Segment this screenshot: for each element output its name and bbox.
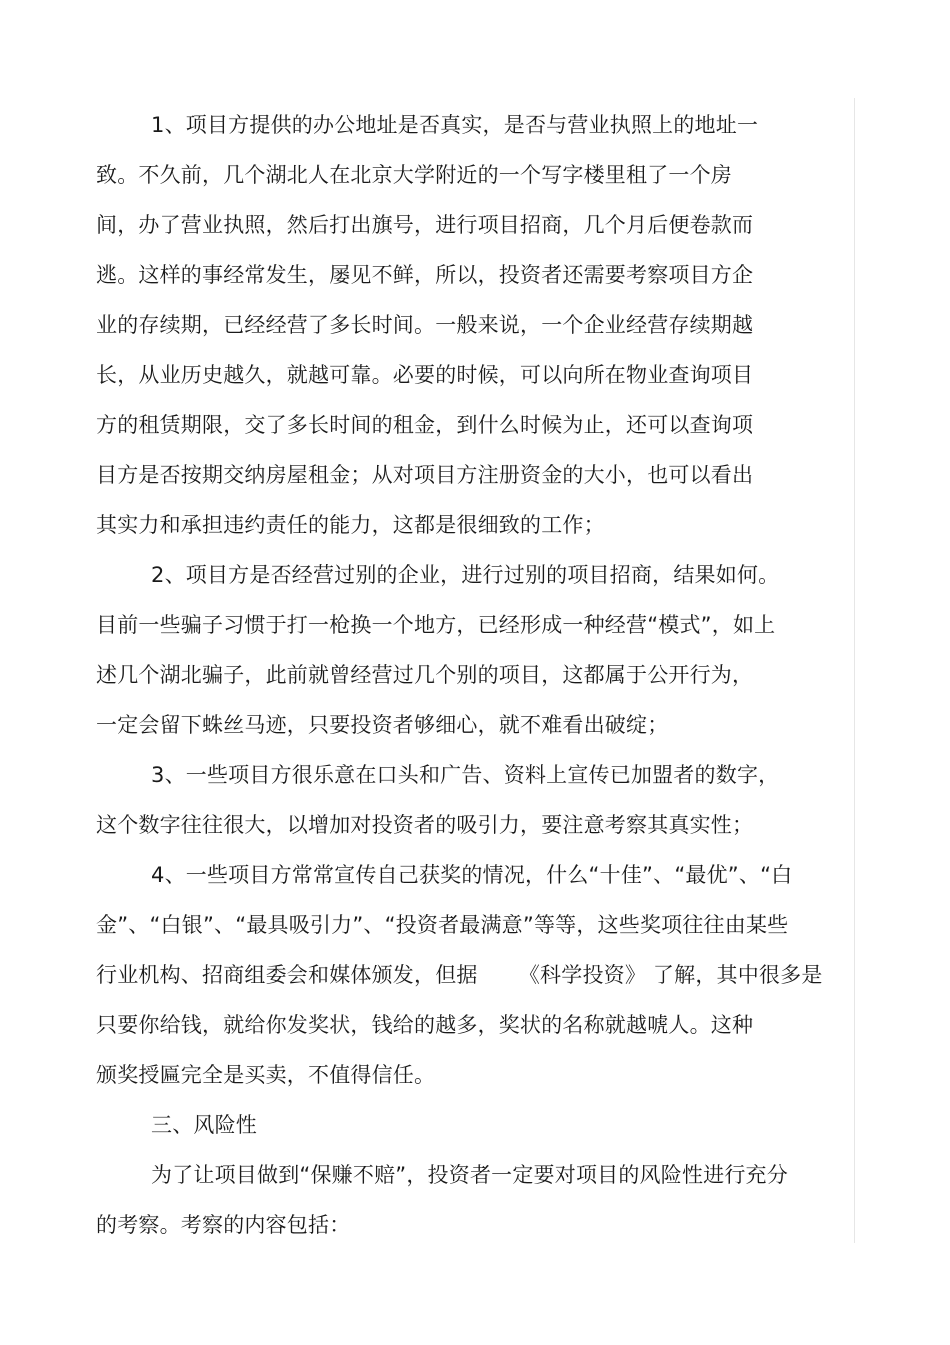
text-line: 行业机构、招商组委会和媒体颁发，但据 《科学投资》 了解，其中很多是: [96, 963, 823, 987]
text-line: 逃。这样的事经常发生，屡见不鲜，所以，投资者还需要考察项目方企: [96, 263, 754, 287]
text-line: 其实力和承担违约责任的能力，这都是很细致的工作；: [96, 513, 605, 537]
text-line: 目方是否按期交纳房屋租金；从对项目方注册资金的大小，也可以看出: [96, 463, 754, 487]
text-line: 为了让项目做到“保赚不赔”，投资者一定要对项目的风险性进行充分: [96, 1163, 788, 1187]
text-line: 致。不久前，几个湖北人在北京大学附近的一个写字楼里租了一个房: [96, 163, 732, 187]
text-line: 3、一些项目方很乐意在口头和广告、资料上宣传已加盟者的数字，: [96, 763, 780, 787]
text-line: 颁奖授匾完全是买卖，不值得信任。: [96, 1063, 436, 1087]
text-line: 述几个湖北骗子，此前就曾经营过几个别的项目，这都属于公开行为，: [96, 663, 754, 687]
text-line: 只要你给钱，就给你发奖状，钱给的越多，奖状的名称就越唬人。这种: [96, 1013, 754, 1037]
text-line: 间，办了营业执照，然后打出旗号，进行项目招商，几个月后便卷款而: [96, 213, 754, 237]
text-line: 一定会留下蛛丝马迹，只要投资者够细心，就不难看出破绽；: [96, 713, 669, 737]
text-line: 金”、“白银”、“最具吸引力”、“投资者最满意”等等，这些奖项往往由某些: [96, 913, 789, 937]
page-edge-rule: [854, 98, 855, 1243]
section-heading: 三、风险性: [96, 1113, 258, 1137]
text-line: 1、项目方提供的办公地址是否真实，是否与营业执照上的地址一: [96, 113, 759, 137]
text-line: 的考察。考察的内容包括：: [96, 1213, 351, 1237]
text-line: 方的租赁期限，交了多长时间的租金，到什么时候为止，还可以查询项: [96, 413, 754, 437]
text-line: 业的存续期，已经经营了多长时间。一般来说，一个企业经营存续期越: [96, 313, 754, 337]
text-line: 2、项目方是否经营过别的企业，进行过别的项目招商，结果如何。: [96, 563, 780, 587]
text-line: 这个数字往往很大，以增加对投资者的吸引力，要注意考察其真实性；: [96, 813, 754, 837]
text-line: 长，从业历史越久，就越可靠。必要的时候，可以向所在物业查询项目: [96, 363, 754, 387]
text-line: 4、一些项目方常常宣传自己获奖的情况，什么“十佳”、“最优”、“白: [96, 863, 793, 887]
text-line: 目前一些骗子习惯于打一枪换一个地方，已经形成一种经营“模式”，如上: [96, 613, 776, 637]
